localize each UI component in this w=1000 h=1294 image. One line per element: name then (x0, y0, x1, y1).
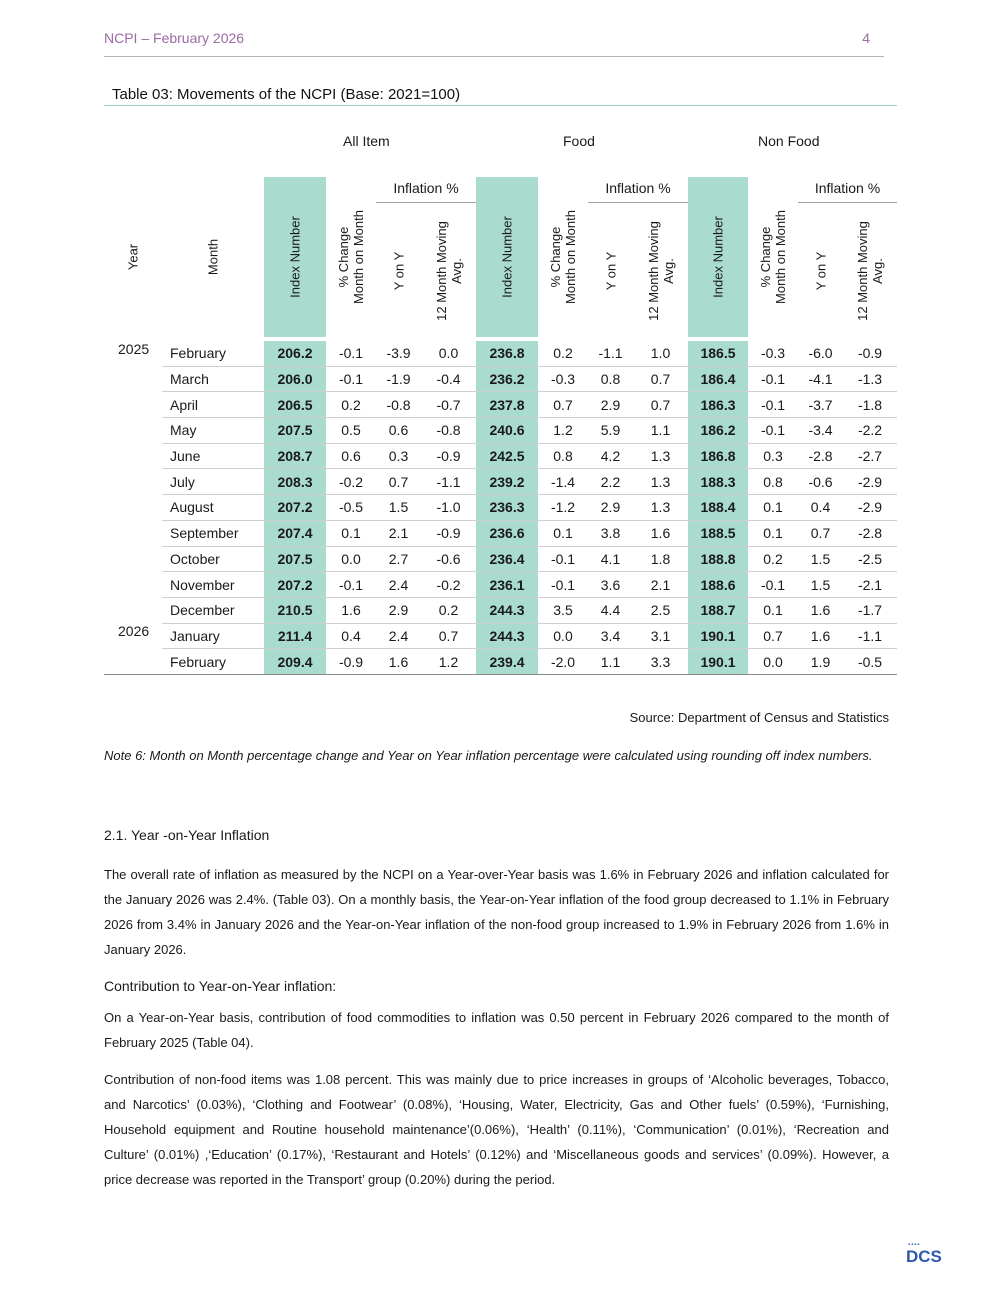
table-row (104, 546, 897, 572)
value-cell: 2.4 (376, 572, 421, 598)
header-index-non-food (688, 177, 748, 337)
inflation-divider (588, 202, 688, 203)
value-cell: -0.6 (421, 546, 476, 572)
value-cell: 3.6 (588, 572, 633, 598)
month-cell: October (162, 546, 264, 572)
year-cell (104, 572, 162, 598)
value-cell: -2.5 (843, 546, 897, 572)
value-cell: -0.1 (326, 366, 376, 392)
value-cell: 0.0 (748, 649, 798, 675)
table-row (104, 520, 897, 546)
index-cell: 190.1 (688, 623, 748, 649)
value-cell: -0.2 (326, 469, 376, 495)
month-cell: December (162, 597, 264, 623)
index-cell: 244.3 (476, 597, 538, 623)
value-cell: 1.6 (798, 623, 843, 649)
value-cell: 0.0 (326, 546, 376, 572)
value-cell: -6.0 (798, 341, 843, 366)
month-cell: February (162, 649, 264, 675)
value-cell: 0.5 (326, 418, 376, 444)
value-cell: 0.7 (538, 392, 588, 418)
month-cell: May (162, 418, 264, 444)
value-cell: 0.3 (376, 443, 421, 469)
year-cell (104, 392, 162, 418)
value-cell: -0.9 (326, 649, 376, 675)
year-cell: 2026 (118, 623, 150, 640)
table-row (104, 366, 897, 392)
value-cell: -3.4 (798, 418, 843, 444)
month-cell: July (162, 469, 264, 495)
table-row (104, 623, 897, 649)
index-cell: 207.5 (264, 418, 326, 444)
value-cell: -4.1 (798, 366, 843, 392)
header-label: 12 Month Moving Avg. (433, 220, 464, 321)
value-cell: 0.2 (538, 341, 588, 366)
value-cell: 1.1 (588, 649, 633, 675)
year-cell (104, 418, 162, 444)
value-cell: 1.6 (798, 597, 843, 623)
table-row (104, 469, 897, 495)
value-cell: -0.4 (421, 366, 476, 392)
value-cell: -0.1 (538, 546, 588, 572)
table-body (104, 341, 897, 674)
dcs-logo (906, 1242, 948, 1268)
section-heading: 2.1. Year -on-Year Inflation (104, 827, 270, 843)
value-cell: 0.8 (588, 366, 633, 392)
header-moving-food (633, 204, 688, 337)
value-cell: -1.0 (421, 495, 476, 521)
value-cell: 3.8 (588, 520, 633, 546)
index-cell: 188.7 (688, 597, 748, 623)
month-cell: April (162, 392, 264, 418)
value-cell: 4.2 (588, 443, 633, 469)
index-cell: 236.8 (476, 341, 538, 366)
year-header (104, 177, 162, 337)
index-cell: 236.2 (476, 366, 538, 392)
header-mom-non-food (748, 177, 798, 337)
index-cell: 236.4 (476, 546, 538, 572)
index-cell: 186.5 (688, 341, 748, 366)
header-label: % Change Month on Month (758, 210, 788, 304)
index-cell: 188.6 (688, 572, 748, 598)
month-cell: February (162, 341, 264, 366)
value-cell: -0.7 (421, 392, 476, 418)
value-cell: 0.1 (748, 520, 798, 546)
table-row (104, 597, 897, 623)
value-cell: -0.1 (748, 366, 798, 392)
year-cell (104, 546, 162, 572)
value-cell: -3.9 (376, 341, 421, 366)
value-cell: 0.7 (633, 392, 688, 418)
value-cell: 3.4 (588, 623, 633, 649)
header-index-all-item (264, 177, 326, 337)
table-row (104, 392, 897, 418)
index-cell: 236.3 (476, 495, 538, 521)
value-cell: 0.1 (538, 520, 588, 546)
value-cell: 1.3 (633, 469, 688, 495)
paragraph-2: On a Year-on-Year basis, contribution of food commodities to inflation was 0.50 percent in February 2026 compared to the month of February 2025 (Table 04). (104, 1010, 889, 1050)
logo-text: DCS (906, 1247, 942, 1266)
index-cell: 188.4 (688, 495, 748, 521)
page-number: 4 (862, 30, 870, 46)
header-moving-non-food (843, 204, 897, 337)
month-header (162, 177, 264, 337)
value-cell: 2.2 (588, 469, 633, 495)
index-cell: 240.6 (476, 418, 538, 444)
value-cell: 0.4 (798, 495, 843, 521)
index-cell: 188.8 (688, 546, 748, 572)
value-cell: -0.8 (376, 392, 421, 418)
value-cell: 0.2 (748, 546, 798, 572)
month-cell: September (162, 520, 264, 546)
value-cell: 1.5 (376, 495, 421, 521)
index-cell: 186.4 (688, 366, 748, 392)
index-cell: 206.2 (264, 341, 326, 366)
value-cell: -0.5 (326, 495, 376, 521)
value-cell: -1.1 (421, 469, 476, 495)
header-label: Y on Y (813, 251, 828, 290)
table-row (104, 341, 897, 366)
value-cell: 1.3 (633, 495, 688, 521)
table-source: Source: Department of Census and Statistics (629, 710, 889, 725)
value-cell: 0.1 (748, 495, 798, 521)
header-label: 12 Month Moving Avg. (645, 220, 676, 321)
table-row (104, 649, 897, 675)
value-cell: 2.9 (588, 495, 633, 521)
value-cell: -2.0 (538, 649, 588, 675)
group-label-all-item: All Item (343, 133, 390, 149)
year-cell (104, 495, 162, 521)
year-cell (104, 443, 162, 469)
inflation-divider (376, 202, 476, 203)
value-cell: -1.1 (588, 341, 633, 366)
header-label: Index Number (499, 216, 515, 298)
index-cell: 188.5 (688, 520, 748, 546)
document-title: NCPI – February 2026 (104, 30, 245, 46)
value-cell: 0.8 (748, 469, 798, 495)
paragraph-3: Contribution of non-food items was 1.08 percent. This was mainly due to price increases in groups of ‘Alcoholic beverages, Tobacco, and Narcotics’ (0.03%), ‘Clothing and Footwear’ (0.08%), ‘Housing, Water, Electricity, Gas and Other fuels’ (0.59%), ‘Furnishing, Household equipment and Routine household maintenance’(0.06%), ‘Health’ (0.11%), ‘Communication’ (0.01%), ‘Recreation and Culture’ (0.01%) ,‘Education’ (0.17%), ‘Restaurant and Hotels’ (0.12%) and ‘Miscellaneous goods and services’ (0.09%). However, a price decrease was reported in the Transport’ group (0.20%) during the period. (104, 1072, 889, 1187)
month-header-label: Month (205, 238, 221, 276)
page-header (104, 30, 884, 57)
header-label: Index Number (287, 216, 303, 298)
header-yoy-food (588, 204, 633, 337)
index-cell: 239.4 (476, 649, 538, 675)
table-row (104, 495, 897, 521)
value-cell: -0.1 (326, 341, 376, 366)
value-cell: -0.9 (421, 443, 476, 469)
value-cell: 2.5 (633, 597, 688, 623)
value-cell: 1.9 (798, 649, 843, 675)
value-cell: 0.3 (748, 443, 798, 469)
header-yoy-non-food (798, 204, 843, 337)
header-label: Y on Y (391, 251, 406, 290)
header-mom-food (538, 177, 588, 337)
month-cell: March (162, 366, 264, 392)
value-cell: -2.7 (843, 443, 897, 469)
index-cell: 186.2 (688, 418, 748, 444)
value-cell: 0.2 (421, 597, 476, 623)
value-cell: -1.3 (843, 366, 897, 392)
value-cell: -0.1 (538, 572, 588, 598)
value-cell: -1.2 (538, 495, 588, 521)
index-cell: 211.4 (264, 623, 326, 649)
value-cell: 0.1 (748, 597, 798, 623)
value-cell: 0.0 (421, 341, 476, 366)
year-header-label: Year (125, 243, 141, 271)
header-label: % Change Month on Month (548, 210, 578, 304)
header-index-food (476, 177, 538, 337)
year-cell: 2025 (118, 341, 150, 357)
value-cell: -2.8 (798, 443, 843, 469)
value-cell: 0.2 (326, 392, 376, 418)
index-cell: 207.2 (264, 572, 326, 598)
caption-divider (104, 105, 897, 106)
month-cell: January (162, 623, 264, 649)
index-cell: 207.5 (264, 546, 326, 572)
table-row (104, 443, 897, 469)
header-label: 12 Month Moving Avg. (855, 220, 885, 321)
value-cell: 2.7 (376, 546, 421, 572)
value-cell: 2.1 (633, 572, 688, 598)
value-cell: -2.8 (843, 520, 897, 546)
value-cell: 1.8 (633, 546, 688, 572)
header-yoy-all-item (376, 204, 421, 337)
value-cell: 1.0 (633, 341, 688, 366)
header-moving-all-item (421, 204, 476, 337)
month-cell: November (162, 572, 264, 598)
index-cell: 186.8 (688, 443, 748, 469)
value-cell: 5.9 (588, 418, 633, 444)
table-note: Note 6: Month on Month percentage change and Year on Year inflation percentage were calculated using rounding off index numbers. (104, 748, 873, 763)
value-cell: 1.6 (326, 597, 376, 623)
index-cell: 208.3 (264, 469, 326, 495)
value-cell: -1.9 (376, 366, 421, 392)
value-cell: -0.9 (843, 341, 897, 366)
month-cell: June (162, 443, 264, 469)
header-inflation-non-food: Inflation % (814, 180, 881, 196)
table-row (104, 572, 897, 598)
value-cell: 1.5 (798, 572, 843, 598)
index-cell: 190.1 (688, 649, 748, 675)
value-cell: -0.5 (843, 649, 897, 675)
value-cell: -0.9 (421, 520, 476, 546)
value-cell: 4.1 (588, 546, 633, 572)
year-cell (104, 520, 162, 546)
value-cell: 0.7 (748, 623, 798, 649)
value-cell: -1.4 (538, 469, 588, 495)
value-cell: 0.6 (376, 418, 421, 444)
section-subheading: Contribution to Year-on-Year inflation: (104, 978, 337, 994)
value-cell: 1.6 (376, 649, 421, 675)
value-cell: 2.4 (376, 623, 421, 649)
table-caption: Table 03: Movements of the NCPI (Base: 2021=100) (112, 86, 461, 103)
value-cell: -2.9 (843, 469, 897, 495)
index-cell: 188.3 (688, 469, 748, 495)
header-label: Index Number (710, 216, 726, 298)
header-label: % Change Month on Month (336, 210, 366, 304)
index-cell: 242.5 (476, 443, 538, 469)
header-label: Y on Y (603, 251, 618, 290)
index-cell: 239.2 (476, 469, 538, 495)
index-cell: 210.5 (264, 597, 326, 623)
index-cell: 208.7 (264, 443, 326, 469)
value-cell: 0.7 (421, 623, 476, 649)
value-cell: -3.7 (798, 392, 843, 418)
inflation-divider (798, 202, 897, 203)
value-cell: 1.6 (633, 520, 688, 546)
paragraph-1: The overall rate of inflation as measured by the NCPI on a Year-over-Year basis was 1.6% in February 2026 and inflation calculated for the January 2026 was 2.4%. (Table 03). On a monthly basis, the Year-on-Year inflation of the food group decreased to 1.1% in February 2026 from 3.4% in January 2026 and the Year-on-Year inflation of the non-food group increased to 1.9% in February 2026 from 1.6% in January 2026. (104, 867, 889, 957)
group-label-non-food: Non Food (758, 133, 820, 149)
index-cell: 237.8 (476, 392, 538, 418)
value-cell: 3.3 (633, 649, 688, 675)
value-cell: -0.1 (748, 392, 798, 418)
year-cell (104, 649, 162, 675)
value-cell: -0.3 (748, 341, 798, 366)
value-cell: 0.7 (633, 366, 688, 392)
month-cell: August (162, 495, 264, 521)
value-cell: 0.0 (538, 623, 588, 649)
value-cell: -0.1 (748, 572, 798, 598)
value-cell: -0.8 (421, 418, 476, 444)
value-cell: 0.8 (538, 443, 588, 469)
value-cell: -2.1 (843, 572, 897, 598)
value-cell: 3.1 (633, 623, 688, 649)
value-cell: -0.1 (748, 418, 798, 444)
value-cell: 3.5 (538, 597, 588, 623)
value-cell: -1.8 (843, 392, 897, 418)
value-cell: 0.1 (326, 520, 376, 546)
index-cell: 206.5 (264, 392, 326, 418)
index-cell: 206.0 (264, 366, 326, 392)
year-cell (104, 597, 162, 623)
header-mom-all-item (326, 177, 376, 337)
value-cell: -1.1 (843, 623, 897, 649)
value-cell: 1.2 (421, 649, 476, 675)
year-cell (104, 366, 162, 392)
year-cell (104, 469, 162, 495)
value-cell: 0.7 (798, 520, 843, 546)
value-cell: -0.2 (421, 572, 476, 598)
table-row (104, 418, 897, 444)
index-cell: 186.3 (688, 392, 748, 418)
index-cell: 207.2 (264, 495, 326, 521)
index-cell: 207.4 (264, 520, 326, 546)
logo-dots-icon: ▪▪▪▪ (908, 1242, 921, 1248)
index-cell: 236.1 (476, 572, 538, 598)
index-cell: 244.3 (476, 623, 538, 649)
value-cell: 1.5 (798, 546, 843, 572)
value-cell: 4.4 (588, 597, 633, 623)
index-cell: 236.6 (476, 520, 538, 546)
value-cell: 0.7 (376, 469, 421, 495)
value-cell: 2.1 (376, 520, 421, 546)
index-cell: 209.4 (264, 649, 326, 675)
value-cell: 1.3 (633, 443, 688, 469)
value-cell: -0.1 (326, 572, 376, 598)
value-cell: 0.4 (326, 623, 376, 649)
value-cell: 2.9 (376, 597, 421, 623)
value-cell: 0.6 (326, 443, 376, 469)
value-cell: 1.2 (538, 418, 588, 444)
header-inflation-all-item: Inflation % (393, 180, 459, 196)
value-cell: -0.6 (798, 469, 843, 495)
value-cell: 1.1 (633, 418, 688, 444)
header-inflation-food: Inflation % (605, 180, 671, 196)
group-label-food: Food (563, 133, 595, 149)
value-cell: -2.2 (843, 418, 897, 444)
value-cell: 2.9 (588, 392, 633, 418)
value-cell: -0.3 (538, 366, 588, 392)
ncpi-table (104, 341, 897, 675)
value-cell: -1.7 (843, 597, 897, 623)
value-cell: -2.9 (843, 495, 897, 521)
